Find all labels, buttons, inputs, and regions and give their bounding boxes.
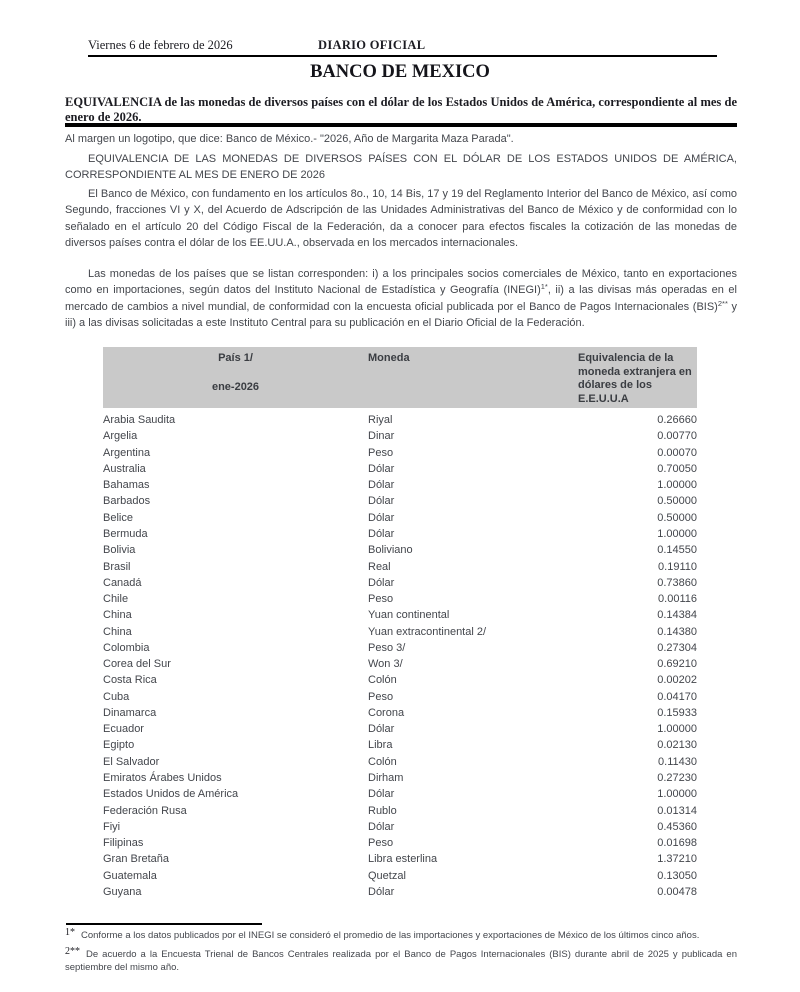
value-cell: 0.15933 [657,706,697,719]
value-cell: 0.69210 [657,658,697,671]
currency-cell: Dólar [368,462,395,475]
table-row [103,428,697,444]
country-cell: Arabia Saudita [103,414,176,427]
paragraph2-text: y iii) a las divisas solicitadas a este Instituto Central para su publicación en el Diario Oficial de la Federación. [65,300,738,329]
table-row [103,412,697,428]
header-month-label: ene-2026 [211,381,260,393]
table-row [103,672,697,688]
currency-cell: Riyal [368,414,393,427]
table-row [103,607,697,623]
country-cell: Ecuador [103,723,144,736]
currency-cell: Dólar [368,885,395,898]
page-title: BANCO DE MEXICO [310,62,490,82]
country-cell: Colombia [103,641,150,654]
currency-cell: Real [368,560,391,573]
value-cell: 0.00202 [657,674,697,687]
currency-cell: Peso [368,690,394,703]
currency-cell: Dólar [368,527,395,540]
caps-heading: EQUIVALENCIA DE LAS MONEDAS DE DIVERSOS PAÍSES CON EL DÓLAR DE LOS ESTADOS UNIDOS DE AMÉRICA, CORRESPONDIENTE AL MES DE ENERO DE 2026 [65,153,737,182]
country-cell: China [103,609,132,622]
decree-summary: EQUIVALENCIA de las monedas de diversos países con el dólar de los Estados Unidos de América, correspondiente al mes de enero de 2026. [65,95,737,124]
exchange-rates-table [103,347,697,900]
footnote-1-text: Conforme a los datos publicados por el INEGI se consideró el promedio de las importaciones y exportaciones de México de los últimos cinco años. [81,930,700,941]
value-cell: 0.01698 [657,837,697,850]
country-cell: Costa Rica [103,674,157,687]
country-cell: Bolivia [103,544,136,557]
table-row [103,884,697,900]
value-cell: 0.02130 [657,739,697,752]
header-equivalence-label: Equivalencia de la moneda extranjera en dólares de los E.E.U.U.A [578,352,692,405]
value-cell: 0.50000 [657,495,697,508]
value-cell: 1.00000 [657,788,697,801]
currency-cell: Dólar [368,511,395,524]
table-row [103,477,697,493]
table-row [103,558,697,574]
paragraph-legal-basis: El Banco de México, con fundamento en los artículos 8o., 10, 14 Bis, 17 y 19 del Reglamento Interior del Banco de México, así como Segundo, fracciones VI y X, del Acuerdo de Adscripción de las Unidades Administrativas del Banco de México y de conformidad con lo señalado en el artículo 20 del Código Fiscal de la Federación, da a conocer para efectos fiscales la cotización de las monedas de diversos países contra el dólar de los EE.UU.A., observada en los mercados internacionales. [65,188,737,249]
value-cell: 0.70050 [657,462,697,475]
table-row [103,689,697,705]
table-row [103,786,697,802]
value-cell: 1.00000 [657,479,697,492]
header-country-column [103,352,368,408]
value-cell: 0.11430 [658,755,697,768]
country-cell: Dinamarca [103,706,157,719]
country-cell: Gran Bretaña [103,853,170,866]
currency-cell: Libra [368,739,393,752]
table-row [103,770,697,786]
country-cell: Guyana [103,885,142,898]
currency-cell: Dólar [368,576,395,589]
currency-cell: Won 3/ [368,658,403,671]
value-cell: 0.19110 [658,560,697,573]
country-cell: Egipto [103,739,135,752]
currency-cell: Colón [368,674,397,687]
currency-cell: Dólar [368,495,395,508]
currency-cell: Yuan continental [368,609,450,622]
masthead [88,38,717,56]
table-row [103,754,697,770]
currency-cell: Quetzal [368,869,406,882]
footnote-ref-2: 2** [717,298,728,308]
currency-cell: Yuan extracontinental 2/ [368,625,487,638]
masthead-date: Viernes 6 de febrero de 2026 [88,38,233,52]
footnote-2 [65,948,737,974]
table-header [103,347,697,408]
paragraph2-text: , ii) a las divisas más operadas en el mercado de cambios a nivel mundial, de conformidad con la encuesta oficial publicada por el Banco de Pagos Internacionales (BIS) [65,284,737,313]
country-cell: Bahamas [103,479,150,492]
table-row [103,493,697,509]
country-cell: Cuba [103,690,130,703]
currency-cell: Colón [368,755,397,768]
value-cell: 0.27304 [657,641,697,654]
country-cell: Argelia [103,430,138,443]
country-cell: Barbados [103,495,151,508]
currency-cell: Peso [368,446,394,459]
table-row [103,575,697,591]
margin-note: Al margen un logotipo, que dice: Banco de México.- "2026, Año de Margarita Maza Parada". [65,133,514,145]
country-cell: Emiratos Árabes Unidos [103,771,222,784]
country-cell: Federación Rusa [103,804,187,817]
currency-cell: Rublo [368,804,397,817]
table-row [103,461,697,477]
currency-cell: Boliviano [368,544,413,557]
country-cell: Brasil [103,560,131,573]
country-cell: Canadá [103,576,142,589]
currency-cell: Dinar [368,430,395,443]
header-country-label: País 1/ [218,352,253,364]
country-cell: Belice [103,511,133,524]
value-cell: 0.45360 [657,820,697,833]
table-row [103,867,697,883]
footnote-2-marker: 2** [65,946,80,957]
currency-cell: Dirham [368,771,404,784]
currency-cell: Dólar [368,723,395,736]
value-cell: 0.50000 [657,511,697,524]
country-cell: Argentina [103,446,151,459]
country-cell: Bermuda [103,527,148,540]
value-cell: 0.14384 [657,609,697,622]
table-row [103,640,697,656]
table-row [103,705,697,721]
country-cell: El Salvador [103,755,160,768]
table-row [103,542,697,558]
table-row [103,591,697,607]
country-cell: China [103,625,132,638]
table-row [103,526,697,542]
table-row [103,721,697,737]
footnote-1-marker: 1* [65,927,75,938]
country-cell: Corea del Sur [103,658,171,671]
masthead-title: DIARIO OFICIAL [318,38,426,52]
country-cell: Chile [103,593,129,606]
country-cell: Estados Unidos de América [103,788,239,801]
value-cell: 0.13050 [657,869,697,882]
currency-cell: Dólar [368,788,395,801]
currency-cell: Peso 3/ [368,641,406,654]
value-cell: 0.00478 [657,885,697,898]
table-row [103,835,697,851]
value-cell: 0.04170 [657,690,697,703]
table-row [103,623,697,639]
value-cell: 0.73860 [657,576,697,589]
footnote-rule [66,923,262,925]
table-row [103,510,697,526]
value-cell: 0.01314 [657,804,697,817]
masthead-rule [88,55,717,57]
value-cell: 0.27230 [657,771,697,784]
currency-cell: Peso [368,593,394,606]
table-row [103,851,697,867]
value-cell: 1.00000 [657,527,697,540]
currency-cell: Libra esterlina [368,853,438,866]
rates-table-body [103,412,697,900]
table-row [103,819,697,835]
table-row [103,737,697,753]
value-cell: 0.00770 [657,430,697,443]
header-currency-label: Moneda [368,352,410,364]
footnote-ref-1: 1* [540,282,548,292]
value-cell: 1.37210 [657,853,697,866]
table-row [103,445,697,461]
value-cell: 0.14550 [657,544,697,557]
currency-cell: Dólar [368,820,395,833]
separator-rule [65,123,737,127]
footnote-2-text: De acuerdo a la Encuesta Trienal de Bancos Centrales realizada por el Banco de Pagos Internacionales (BIS) durante abril de 2025 y publicada en septiembre del mismo año. [65,949,737,973]
value-cell: 0.00070 [657,446,697,459]
table-row [103,656,697,672]
currency-cell: Peso [368,837,394,850]
value-cell: 0.26660 [657,414,697,427]
paragraph-currency-criteria [65,266,737,331]
value-cell: 0.14380 [657,625,697,638]
country-cell: Filipinas [103,837,144,850]
value-cell: 1.00000 [657,723,697,736]
table-row [103,802,697,818]
country-cell: Fiyi [103,820,121,833]
currency-cell: Corona [368,706,405,719]
country-cell: Guatemala [103,869,157,882]
value-cell: 0.00116 [658,593,697,606]
country-cell: Australia [103,462,146,475]
paragraph2-text: Las monedas de los países que se listan corresponden: i) a los principales socios comerciales de México, tanto en exportaciones como en importaciones, según datos del Instituto Nacional de Estadística y Geografía (INEGI) [65,268,737,297]
footnote-1 [65,929,737,942]
currency-cell: Dólar [368,479,395,492]
rates-table [103,412,697,900]
